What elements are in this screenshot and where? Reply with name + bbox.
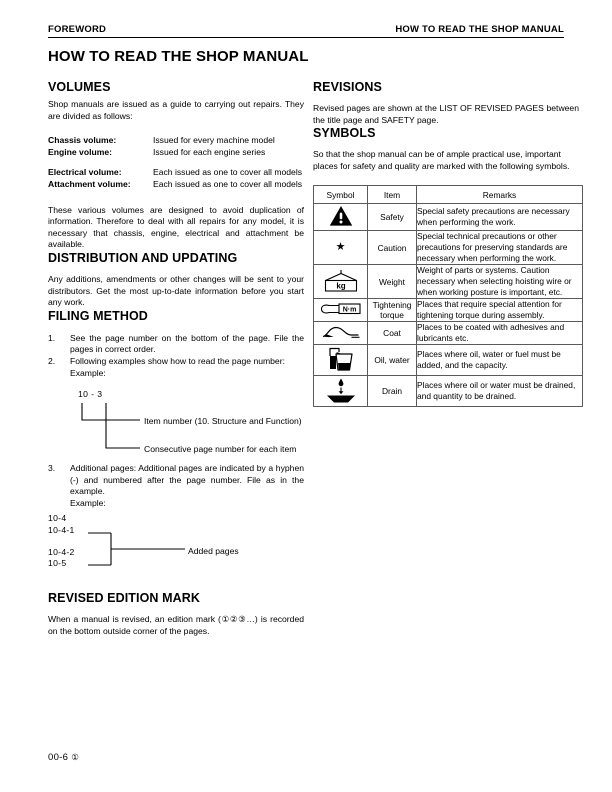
table-row	[314, 322, 583, 345]
volume-definition-row	[48, 179, 304, 191]
page-code: 10-5	[48, 558, 67, 569]
added-pages-example-diagram	[48, 513, 304, 589]
volume-term: Attachment volume:	[48, 178, 131, 189]
page-code: 10-4	[48, 513, 67, 524]
page-code: 10-4-2	[48, 546, 75, 557]
example-item-number-label: Item number (10. Structure and Function)	[144, 416, 302, 427]
symbol-cell	[314, 345, 368, 376]
torque-wrench-icon	[319, 299, 363, 319]
volume-term: Electrical volume:	[48, 167, 122, 178]
table-row	[314, 204, 583, 231]
remarks-cell: Special safety precautions are necessary when performing the work.	[417, 204, 583, 231]
column-header-remarks: Remarks	[417, 186, 583, 204]
revised-edition-mark-body	[48, 614, 304, 637]
list-item	[48, 333, 304, 356]
volumes-intro: Shop manuals are issued as a guide to carrying out repairs. They are divided as follows:	[48, 99, 304, 121]
list-item-number: 1.	[48, 332, 56, 343]
table-header-row	[314, 186, 583, 204]
oil-water-fill-icon	[326, 345, 356, 373]
symbol-cell	[314, 299, 368, 322]
edition-mark-symbols: ①②③…	[220, 614, 255, 625]
symbol-cell	[314, 265, 368, 299]
filing-method-list	[48, 333, 304, 379]
filing-method-list-continued	[48, 463, 304, 509]
volume-description: Each issued as one to cover all models	[153, 178, 303, 189]
section-heading-revisions: REVISIONS	[313, 80, 382, 94]
remarks-cell: Places where oil or water must be drained, and quantity to be drained.	[417, 376, 583, 407]
footer	[48, 752, 79, 763]
table-row	[314, 231, 583, 265]
list-item-text: Following examples show how to read the page number:	[70, 355, 285, 366]
remarks-cell: Places that require special attention for tightening torque during assembly.	[417, 299, 583, 322]
remarks-cell: Weight of parts or systems. Caution necessary when selecting hoisting wire or when working posture is important, etc.	[417, 265, 583, 299]
item-cell: Tightening torque	[368, 299, 417, 322]
distribution-body: Any additions, amendments or other changes will be sent to your distributors. Get the most up-to-date information before you start any work.	[48, 273, 304, 308]
table-row	[314, 265, 583, 299]
list-item-text: Additional pages: Additional pages are indicated by a hyphen (-) and numbered after the page number. File as in the example.	[70, 463, 304, 497]
remarks-cell: Special technical precautions or other precautions for preserving standards are necessary when performing the work.	[417, 231, 583, 265]
item-cell: Drain	[368, 376, 417, 407]
column-header-item: Item	[368, 186, 417, 204]
added-pages-code-list	[48, 513, 75, 569]
section-heading-volumes: VOLUMES	[48, 80, 111, 94]
volume-description: Issued for each engine series	[153, 146, 266, 157]
weight-icon-text: kg	[335, 281, 346, 291]
example-page-number-label: Consecutive page number for each item	[144, 444, 297, 455]
running-header	[48, 24, 564, 38]
revisions-body: Revised pages are shown at the LIST OF REVISED PAGES between the title page and SAFETY page.	[313, 103, 579, 125]
symbols-body: So that the shop manual can be of ample practical use, important places for safety and quality are marked with the following symbols.	[313, 149, 570, 171]
item-cell: Coat	[368, 322, 417, 345]
list-item	[48, 463, 304, 509]
section-heading-revised-edition-mark: REVISED EDITION MARK	[48, 591, 201, 606]
list-item-text: See the page number on the bottom of the page. File the pages in correct order.	[70, 332, 304, 355]
page-number-example-diagram	[48, 389, 304, 461]
remarks-cell: Places to be coated with adhesives and lubricants etc.	[417, 322, 583, 345]
table-row	[314, 376, 583, 407]
column-header-symbol: Symbol	[314, 186, 368, 204]
volumes-outro: These various volumes are designed to avoid duplication of information. Therefore to deal with all repairs for any model, it is necessary that chassis, engine, electrical and attachment be available.	[48, 204, 304, 250]
drain-icon	[324, 376, 358, 404]
volume-definition-row	[48, 135, 304, 147]
revised-mark-text-after: ) is recorded on the bottom outside corner of the pages.	[48, 614, 304, 637]
remarks-cell: Places where oil, water or fuel must be added, and the capacity.	[417, 345, 583, 376]
weight-kg-icon	[321, 267, 361, 295]
page-code: 10-4-1	[48, 525, 75, 536]
star-icon: ★	[335, 241, 346, 254]
list-item-number: 2.	[48, 355, 56, 366]
volume-description: Issued for every machine model	[153, 135, 275, 146]
table-row	[314, 299, 583, 322]
added-pages-label: Added pages	[188, 546, 239, 557]
page-title: HOW TO READ THE SHOP MANUAL	[48, 48, 309, 65]
footer-edition-mark: ①	[71, 752, 80, 762]
section-heading-filing: FILING METHOD	[48, 308, 148, 323]
volume-definition-row	[48, 167, 304, 179]
table-row	[314, 345, 583, 376]
footer-page-number: 00-6	[48, 752, 69, 763]
list-item-number: 3.	[48, 463, 56, 474]
right-column	[313, 80, 579, 407]
bracket-lines-svg	[48, 513, 304, 589]
symbol-cell	[314, 322, 368, 345]
volumes-definition-list	[48, 135, 304, 190]
grease-coat-icon	[320, 323, 362, 341]
left-column	[48, 80, 304, 638]
section-heading-symbols: SYMBOLS	[313, 126, 376, 141]
warning-triangle-icon	[328, 204, 354, 228]
symbol-cell	[314, 204, 368, 231]
item-cell: Caution	[368, 231, 417, 265]
torque-icon-text: N·m	[342, 306, 356, 314]
list-item	[48, 356, 304, 379]
item-cell: Weight	[368, 265, 417, 299]
section-heading-distribution: DISTRIBUTION AND UPDATING	[48, 250, 238, 265]
example-page-code: 10 - 3	[78, 389, 103, 400]
revised-mark-text-before: When a manual is revised, an edition mark (	[48, 614, 221, 625]
example-label: Example:	[70, 367, 106, 378]
symbol-cell	[314, 376, 368, 407]
volume-description: Each issued as one to cover all models	[153, 167, 303, 178]
item-cell: Oil, water	[368, 345, 417, 376]
running-header-left: FOREWORD	[48, 24, 107, 35]
symbols-table	[313, 185, 583, 407]
volume-term: Engine volume:	[48, 146, 112, 157]
running-header-right: HOW TO READ THE SHOP MANUAL	[395, 24, 564, 35]
item-cell: Safety	[368, 204, 417, 231]
symbol-cell	[314, 231, 368, 265]
volume-definition-row	[48, 147, 304, 159]
example-label: Example:	[70, 497, 106, 508]
volume-term: Chassis volume:	[48, 135, 117, 146]
